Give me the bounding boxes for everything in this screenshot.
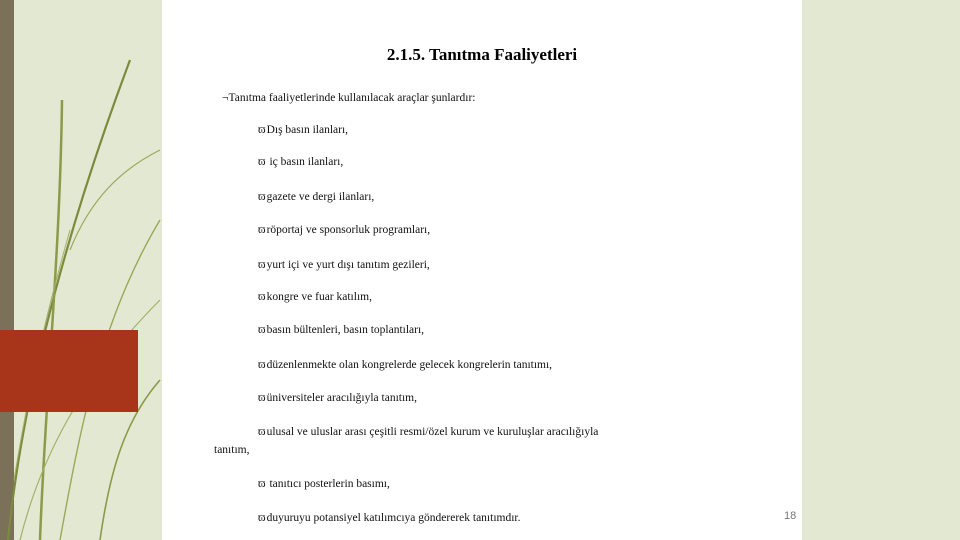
slide-title: 2.1.5. Tanıtma Faaliyetleri	[386, 45, 578, 64]
list-item	[258, 359, 552, 371]
bullet-icon: ϖ	[258, 191, 266, 203]
bullet-icon: ϖ	[258, 124, 266, 136]
list-item	[258, 259, 430, 271]
accent-bar	[0, 330, 138, 412]
bullet-icon: ϖ	[258, 156, 266, 168]
list-item-text: basın bültenleri, basın toplantıları,	[266, 324, 425, 336]
list-item-continuation: tanıtım,	[214, 444, 250, 456]
bullet-icon: ϖ	[258, 259, 266, 271]
list-item	[258, 392, 417, 404]
decorative-lines	[0, 0, 162, 540]
list-item	[258, 224, 430, 236]
page-number: 18	[784, 510, 797, 522]
slide-content	[162, 0, 802, 540]
list-item-text: kongre ve fuar katılım,	[266, 291, 372, 303]
list-item	[258, 124, 348, 136]
list-item-text: duyuruyu potansiyel katılımcıya göndererek tanıtımdır.	[266, 512, 521, 524]
bullet-icon: ϖ	[258, 478, 266, 490]
list-item-text: iç basın ilanları,	[266, 156, 344, 168]
bullet-icon: ϖ	[258, 324, 266, 336]
list-item	[258, 324, 424, 336]
bullet-icon: ϖ	[258, 359, 266, 371]
bullet-icon: ϖ	[258, 291, 266, 303]
list-item	[258, 478, 390, 490]
list-item-text: gazete ve dergi ilanları,	[266, 191, 375, 203]
list-item-text: Dış basın ilanları,	[266, 124, 349, 136]
bullet-icon: ϖ	[258, 426, 266, 438]
list-item	[258, 512, 520, 524]
bullet-icon: ϖ	[258, 392, 266, 404]
list-item-text: üniversiteler aracılığıyla tanıtım,	[266, 392, 417, 404]
list-item	[258, 156, 343, 168]
list-item-text: röportaj ve sponsorluk programları,	[266, 224, 431, 236]
list-item	[258, 291, 372, 303]
bullet-icon: ϖ	[258, 512, 266, 524]
right-decor-panel	[802, 0, 960, 540]
list-item-text: tanıtıcı posterlerin basımı,	[266, 478, 390, 490]
list-item-text: düzenlenmekte olan kongrelerde gelecek kongrelerin tanıtımı,	[266, 359, 553, 371]
intro-text: Tanıtma faaliyetlerinde kullanılacak araçlar şunlardır:	[228, 92, 476, 104]
list-item	[258, 426, 598, 438]
intro-bullet: ¬	[222, 92, 229, 104]
list-item-text: ulusal ve uluslar arası çeşitli resmi/özel kurum ve kuruluşlar aracılığıyla	[266, 426, 599, 438]
list-item-text: yurt içi ve yurt dışı tanıtım gezileri,	[266, 259, 430, 271]
intro-line	[222, 92, 475, 104]
list-item	[258, 191, 374, 203]
bullet-icon: ϖ	[258, 224, 266, 236]
